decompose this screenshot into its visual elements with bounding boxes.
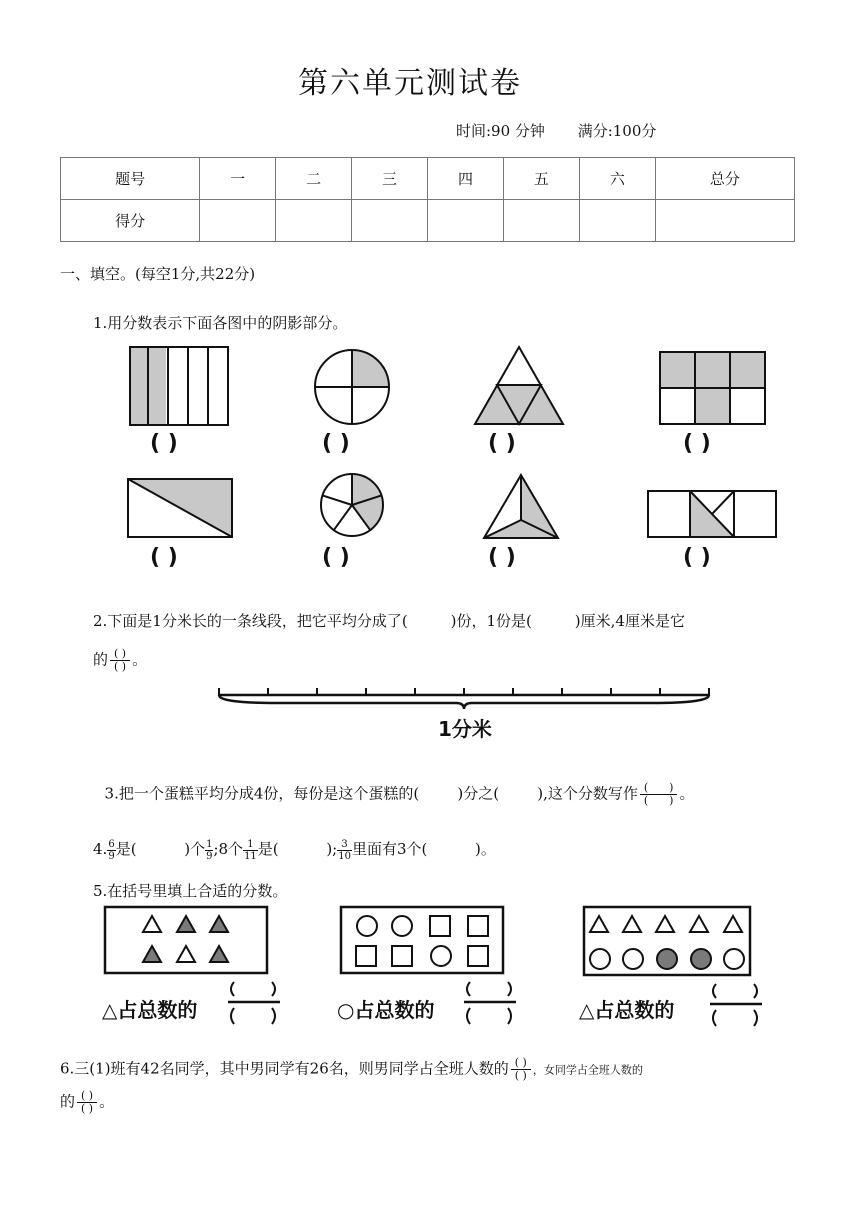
answer-fraction[interactable]: $\frac{( )}{( )}$ [511,1057,531,1082]
header-cell: 四 [427,158,503,200]
page-title: 第六单元测试卷 [298,66,522,101]
header-cell: 一 [200,158,276,200]
header-cell: 三 [352,158,428,200]
ruler-1dm [216,685,716,713]
answer-blank[interactable]: ( ) [322,545,350,570]
figure-circle-fifths [320,473,386,539]
figure-box-triangles [104,906,270,976]
figure-grid-2x3 [660,352,766,426]
q5-label-3: △占总数的 [579,998,675,1022]
q6-mid: ，女同学占全班人数的 [532,1063,643,1077]
row-label-cell: 得分 [61,200,200,242]
section-heading: 一、填空。(每空1分,共22分) [60,265,256,283]
question-2-text: 2.下面是1分米长的一条线段，把它平均分成了( )份，1份是( )厘米,4厘米是它 [93,612,685,630]
answer-blank[interactable]: ( ) [322,431,350,456]
figure-box-circles-squares [340,906,506,976]
q2-suffix: 。 [132,650,148,669]
score-cell[interactable] [503,200,579,242]
q3-text: 3.把一个蛋糕平均分成4份，每份是这个蛋糕的( )分之( ),这个分数写作 [104,784,638,803]
score-table-score-row [61,200,795,242]
figure-rect-diagonal [128,479,234,539]
fraction-3-10: $\frac{3}{10}$ [338,838,351,862]
header-cell: 五 [503,158,579,200]
q5-label-1: △占总数的 [102,998,198,1022]
score-cell[interactable] [352,200,428,242]
answer-blank[interactable]: ( ) [150,545,178,570]
q4-part4: 里面有3个( )。 [351,840,496,858]
fraction-1-11: $\frac{1}{11}$ [244,838,257,862]
question-3-text [95,764,694,807]
header-cell: 总分 [655,158,794,200]
ruler-label: 1分米 [438,717,492,741]
figure-triangle-center [483,474,559,540]
question-2-line2 [93,648,147,673]
answer-fraction[interactable]: $\frac{( )}{( )}$ [110,648,130,673]
q4-part1: 是( )个 [115,840,206,858]
q5-label-2: ○占总数的 [337,998,435,1022]
fraction-1-9: $\frac{1}{9}$ [206,838,213,862]
figure-three-squares [648,491,780,539]
question-6-line2 [60,1090,114,1115]
q4-prefix: 4. [93,840,108,858]
answer-blank[interactable]: ( ) [150,431,178,456]
header-cell: 题号 [61,158,200,200]
question-1-text: 1.用分数表示下面各图中的阴影部分。 [93,314,348,332]
exam-full-score: 满分:100分 [577,122,657,140]
exam-meta [456,120,684,141]
q5-fraction-blank-1[interactable] [226,978,282,1030]
question-6-line1 [60,1057,643,1082]
answer-blank[interactable]: ( ) [488,545,516,570]
fraction-6-9: $\frac{6}{9}$ [108,838,115,862]
score-cell[interactable] [427,200,503,242]
score-cell[interactable] [579,200,655,242]
exam-time: 时间:90 分钟 [456,122,545,140]
score-table-header-row [61,158,795,200]
header-cell: 六 [579,158,655,200]
figure-rect-5-strips [130,347,230,427]
q5-fraction-blank-2[interactable] [462,978,518,1030]
score-cell[interactable] [655,200,794,242]
q6-prefix: 的 [60,1092,76,1111]
figure-box-mixed [583,906,753,978]
score-table [60,157,795,242]
answer-fraction[interactable]: $\frac{( )}{( )}$ [640,782,678,807]
q6-text: 6.三(1)班有42名同学，其中男同学有26名，则男同学占全班人数的 [60,1059,509,1078]
question-5-text: 5.在括号里填上合适的分数。 [93,882,288,900]
answer-fraction[interactable]: $\frac{( )}{( )}$ [77,1090,97,1115]
q4-part3: 是( ); [257,840,338,858]
score-cell[interactable] [276,200,352,242]
q2-prefix: 的 [93,650,109,669]
q3-suffix: 。 [679,784,695,803]
q5-fraction-blank-3[interactable] [708,980,764,1032]
q6-suffix: 。 [99,1092,115,1111]
score-cell[interactable] [200,200,276,242]
question-4-text [93,838,496,862]
figure-circle-quarter [313,348,393,428]
q4-part2: ;8个 [213,840,244,858]
answer-blank[interactable]: ( ) [683,431,711,456]
figure-triangle-four [475,346,565,426]
header-cell: 二 [276,158,352,200]
answer-blank[interactable]: ( ) [488,431,516,456]
answer-blank[interactable]: ( ) [683,545,711,570]
